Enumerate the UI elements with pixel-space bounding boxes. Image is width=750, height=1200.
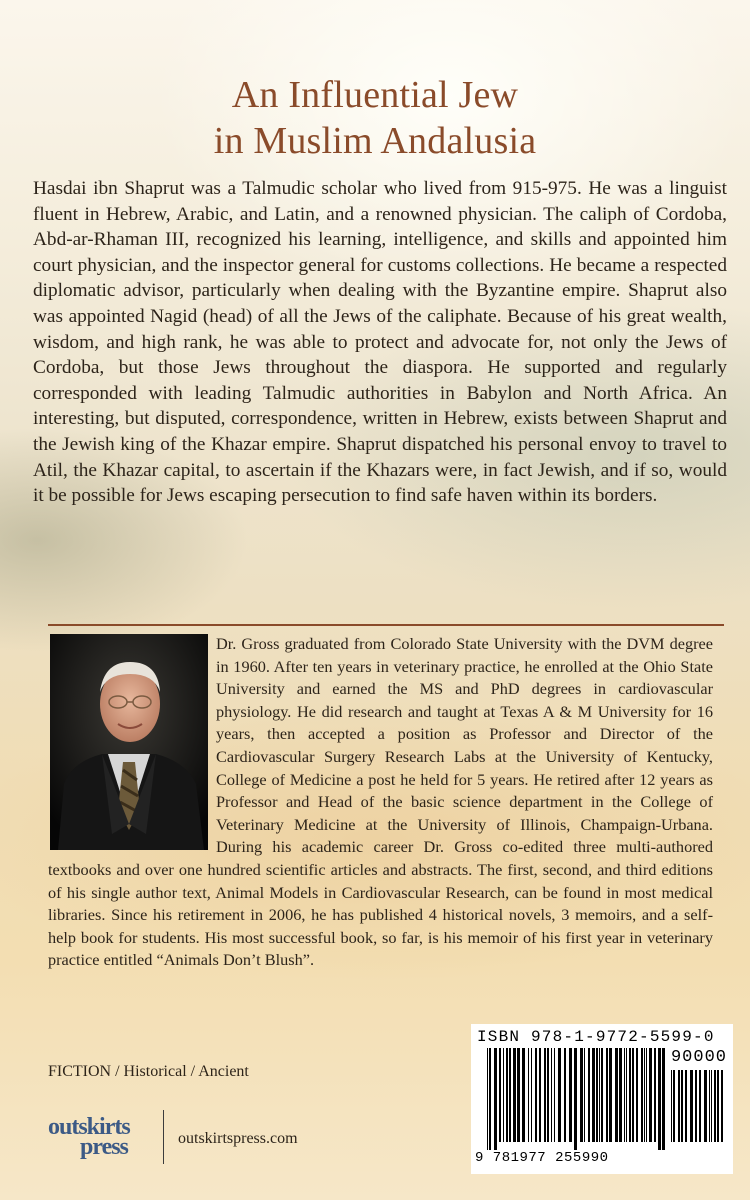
barcode-bar (711, 1070, 712, 1142)
publisher-website: outskirtspress.com (178, 1130, 298, 1147)
barcode-bar (487, 1048, 488, 1150)
section-divider (48, 624, 724, 626)
barcode-bar (513, 1048, 516, 1142)
barcode-bar (528, 1048, 529, 1142)
barcode-bar (681, 1070, 683, 1142)
logo-divider (163, 1110, 164, 1164)
isbn-number: ISBN 978-1-9772-5599-0 (477, 1028, 715, 1046)
barcode-bar (619, 1048, 622, 1142)
barcode-bar (615, 1048, 618, 1142)
barcode-bar (580, 1048, 583, 1142)
barcode-bar (685, 1070, 687, 1142)
barcode-bar (499, 1048, 501, 1142)
barcode-bar (531, 1048, 532, 1142)
barcode-bar (503, 1048, 504, 1142)
title-line-1: An Influential Jew (231, 74, 519, 116)
isbn-barcode (471, 1024, 733, 1174)
barcode-bar (673, 1070, 675, 1142)
barcode-bar (551, 1048, 552, 1142)
barcode-bar (517, 1048, 520, 1142)
publisher-logo (46, 1112, 158, 1164)
barcode-bar (695, 1070, 697, 1142)
barcode-bar (509, 1048, 511, 1142)
barcode-bar (662, 1048, 665, 1150)
barcode-bar (671, 1070, 672, 1142)
barcode-bar (644, 1048, 645, 1142)
barcode-bar (721, 1070, 723, 1142)
barcode-main-bars (487, 1048, 665, 1150)
title-line-2: in Muslim Andalusia (213, 120, 537, 162)
book-blurb: Hasdai ibn Shaprut was a Talmudic scholar who lived from 915-975. He was a linguist fluent in Hebrew, Arabic, and Latin, and a renowned physician. The caliph of Cordoba, Abd-ar-Rhaman III, recognized his learning, intelligence, and skills and appointed him court physician, and the inspector general for customs collections. He became a respected diplomatic advisor, particularly when dealing with the Byzantine empire. Shaprut also was appointed Nagid (head) of all the Jews of the caliphate. Because of his great wealth, wisdom, and high rank, he was able to protect and advocate for, not only the Jews of Cordoba, but those Jews throughout the diaspora. He supported and regularly corresponded with leading Talmudic authorities in Babylon and North Africa. An interesting, but disputed, correspondence, written in Hebrew, exists between Shaprut and the Jewish king of the Khazar empire. Shaprut dispatched his personal envoy to travel to Atil, the Khazar capital, to ascertain if the Khazars were, in fact Jewish, and if so, would it be possible for Jews escaping persecution to find safe haven within its borders. (33, 178, 727, 507)
barcode-bar (699, 1070, 701, 1142)
barcode-bar (636, 1048, 638, 1142)
barcode-bar (641, 1048, 643, 1142)
book-title (0, 72, 750, 164)
publisher-logo-line-2: press (80, 1134, 128, 1160)
barcode-bar (494, 1048, 497, 1150)
barcode-bar (489, 1048, 491, 1150)
barcode-bar (704, 1070, 707, 1142)
barcode-bar (539, 1048, 541, 1142)
barcode-bar (709, 1070, 710, 1142)
barcode-bar (588, 1048, 590, 1142)
barcode-addon-bars (671, 1070, 727, 1150)
publisher-logo-line-1: outskirts (48, 1114, 130, 1140)
barcode-bar (601, 1048, 603, 1142)
barcode-bar (547, 1048, 549, 1142)
barcode-digits: 9 781977 255990 (475, 1150, 609, 1166)
photo-spacer (48, 633, 216, 855)
barcode-bar (678, 1070, 680, 1142)
barcode-bar (609, 1048, 612, 1142)
barcode-bar (554, 1048, 555, 1142)
barcode-bar (535, 1048, 537, 1142)
book-category: FICTION / Historical / Ancient (48, 1063, 249, 1080)
barcode-bar (599, 1048, 600, 1142)
barcode-bar (584, 1048, 585, 1142)
price-code: 90000 (670, 1048, 727, 1067)
author-bio (48, 633, 713, 972)
barcode-bar (606, 1048, 608, 1142)
barcode-bar (506, 1048, 508, 1142)
barcode-bar (632, 1048, 634, 1142)
barcode-bar (690, 1070, 693, 1142)
barcode-bar (564, 1048, 566, 1142)
barcode-bar (544, 1048, 546, 1142)
barcode-bar (654, 1048, 656, 1142)
barcode-bar (649, 1048, 652, 1142)
barcode-bar (592, 1048, 595, 1142)
barcode-bar (658, 1048, 661, 1150)
barcode-bar (522, 1048, 525, 1142)
barcode-bar (626, 1048, 627, 1142)
barcode-bar (569, 1048, 572, 1142)
barcode-bar (596, 1048, 598, 1142)
barcode-bar (646, 1048, 647, 1142)
barcode-bar (714, 1070, 716, 1142)
barcode-bar (558, 1048, 561, 1142)
author-bio-text: Dr. Gross graduated from Colorado State University with the DVM degree in 1960. After ten years in veterinary practice, he enrolled at the Ohio State University and earned the MS and PhD degrees in cardiovascular physiology. He did research and taught at Texas A & M University for 16 years, then accepted a position as Professor and Director of the Cardiovascular Surgery Research Labs at the University of Kentucky, College of Medicine a post he held for 5 years. He retired after 12 years as Professor and Head of the basic science department in the College of Veterinary Medicine at the University of Illinois, Champaign-Urbana. During his academic career Dr. Gross co-edited three multi-authored textbooks and over one hundred scientific articles and abstracts. The first, second, and third editions of his single author text, Animal Models in Cardiovascular Research, can be found in most medical libraries. Since his retirement in 2006, he has published 4 historical novels, 3 memoirs, and a self-help book for students. His most successful book, so far, is his memoir of his first year in veterinary practice entitled “Animals Don’t Blush”. (48, 634, 713, 970)
barcode-bar (574, 1048, 577, 1150)
barcode-bar (717, 1070, 719, 1142)
barcode-bar (624, 1048, 625, 1142)
barcode-bar (629, 1048, 631, 1142)
